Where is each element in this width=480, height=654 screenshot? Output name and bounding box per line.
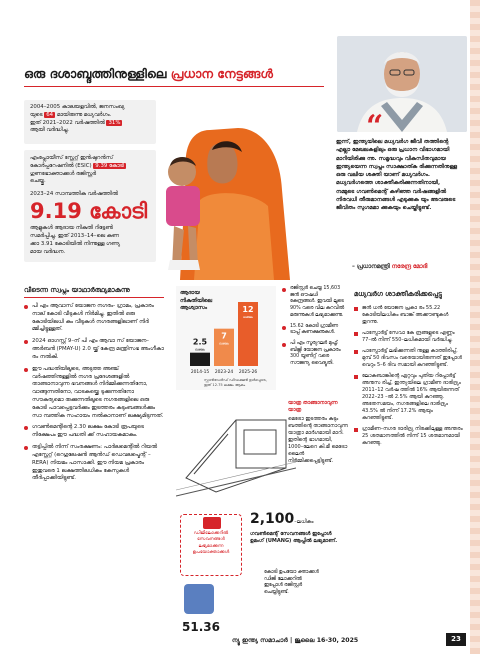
- housing-bullet: പി എം ആവാസ് യോജന നഗരം- ഗ്രാമം, പ്രകാരം നാല് കോടി വീടുകൾ നിർമിച്ചു. ഇതിൽ ഒരു കോടിയിലധി കം വീടുകൾ നഗരങ്ങളിലാണ് നിർ മ്മിച്ചിട്ടുള്ളത്.: [24, 303, 164, 334]
- tax-bar-value-label: 7: [221, 331, 227, 341]
- tax-bar-category-label: 2014-15: [190, 370, 210, 375]
- middle-class-section: [354, 290, 464, 628]
- digilocker-number: 51.36: [182, 620, 220, 634]
- chart-title: ആദായ നികുതിയിലെ ആശ്വാസം: [180, 290, 213, 312]
- esic-box: എംപ്ലോയീസ് സ്റ്റേറ്റ് ഇൻഷുറൻസ് കോർപ്പറേഷനിൽ (ESIC) 9.39 കോടി ഗുണഭോക്താക്കൾ രജിസ്റ്റർ ചെയ്തു. 2023–24 സാമ്പത്തിക വർഷത്തിൽ 9.19 കോടി ആളുകൾ ആദായ നികുതി റിട്ടേൺ സമർപ്പിച്ചു. ഇത് 2013–14–ലെ കണ ക്കാ 3.91 കോടിയിൽ നിന്നുള്ള ഗണ്യ മായ വർദ്ധന.: [24, 150, 156, 262]
- digilocker-box: ഡിജിലോക്കറിൽ സേവനങ്ങൾ ലഭ്യമാക്കുന്ന ഉപയോക്താക്കൾ: [180, 514, 242, 576]
- middle-class-bullet: ലോകബാങ്കിന്റെ ഏറ്റവും പുതിയ റിപ്പോർട്ട് അനുസ രിച്ച്, ഇന്ത്യയിലെ ഗ്രാമീണ ദാരിദ്ര്യം 2011–12 വർഷ ത്തിൽ 16% ആയിരുന്നത് 2022–23 –ൽ 2.5% ആയി കുറഞ്ഞു. അതേസമയം, നഗരങ്ങളിലെ ദാരിദ്ര്യം 43.5% ൽ നിന്ന് 17.2% ആയും കുറഞ്ഞിട്ടുണ്ട്.: [354, 373, 464, 422]
- tax-bar-category-label: 2023-24: [214, 370, 234, 375]
- income-tax-chart-card: [176, 286, 276, 390]
- service-bullet: 15.62 കോടി ഗ്രാമീണ ടാപ്പ് കണക്ഷനുകൾ.: [282, 324, 344, 337]
- headline-underline: [24, 86, 324, 87]
- laptop-icon: [203, 517, 221, 529]
- intro-box: 2004–2005 കാലയളവിൽ, ജനസംഖ്യ യുടെ 64 മായിരുന്നു മധ്യവർഗം. ഇത് 2021–2022 വർഷത്തിൽ 31% ആയി വർദ്ധിച്ചു.: [24, 100, 156, 144]
- middle-class-bullet: പാസ്പോർട്ട് സേവാ കേ ന്ദ്രങ്ങളുടെ എണ്ണം 77–ൽ നിന്ന് 550–ലധികമായി വർദ്ധിച്ചു.: [354, 330, 464, 344]
- digital-section: [176, 508, 344, 634]
- pm-quote: ഇന്ന്, ഇന്ത്യയിലെ മധ്യവർഗ ജീവി തത്തിന്റെ എല്ലാ മേഖലകളിലും ഒരു പ്രധാന വിഭാഗമായി മാറിയിരിക്കു ന്നു. സമൃദ്ധവും വികസിതവുമായ ഇന്ത്യയെന്ന സ്വപ്നം സാക്ഷാത്ക രിക്കുന്നതിനുള്ള ഒരു വലിയ ശക്തി യാണ് മധ്യവർഗം. മധ്യവർഗത്തെ ശാക്തീകരിക്കുന്നതിനായി, നമ്മുടെ ഗവൺമെന്റ് കഴിഞ്ഞ വർഷങ്ങളിൽ നിരവധി തീരുമാനങ്ങൾ എടുക്കുക യും അവരുടെ ജീവിതം സുഗമമാ ക്കുകയും ചെയ്തിട്ടുണ്ട്.: [336, 139, 458, 211]
- page-edge-strip: [470, 0, 480, 654]
- housing-bullet: ഗവൺമെന്റിന്റെ 2.30 ലക്ഷം കോടി രൂപയുടെ നിക്ഷേപം ഈ പദ്ധതി ക്ക് സഹായകമാകും.: [24, 424, 164, 440]
- housing-bullet: തട്ടിപ്പിൽ നിന്ന് സംരക്ഷണം: പാർലമെന്റിൽ റിയൽ എസ്റ്റേറ്റ് (റെഗുലേഷൻ ആൻഡ് ഡെവലപ്മെന്റ് – RERA) നിയമം പാസാക്കി. ഈ നിയമ പ്രകാരം ഇതുവരെ 1 ലക്ഷത്തിലധികം കേസുകൾ തീർപ്പാക്കിയിട്ടുണ്ട്.: [24, 444, 164, 483]
- itr-big-number: 9.19 കോടി: [30, 199, 148, 224]
- tax-bar-unit-label: ലക്ഷം: [243, 315, 253, 319]
- tax-bar-2014-15: [190, 353, 210, 366]
- metro-section: [176, 400, 348, 500]
- footer-publication: ന്യൂ ഇന്ത്യ സമാചാർ | ജൂലൈ 16-30, 2025: [232, 637, 359, 644]
- middle-class-title: മധ്യവർഗ ശാക്തീകരിക്കപ്പെട്ടു: [354, 290, 442, 298]
- tax-bar-value-label: 12: [242, 305, 254, 314]
- page-number: 23: [446, 633, 466, 646]
- middle-class-bullet: പാസ്പോർട്ട് ലഭിക്കുന്നതി നുള്ള കാത്തിരിപ്പ്, മുമ്പ് 50 ദിവസം വരെയായിരുന്നത് ഇപ്പോൾ വെറും 5–6 ദിവ സമായി കുറഞ്ഞിട്ടുണ്ട്.: [354, 348, 464, 369]
- mother-child-photo: [150, 110, 290, 280]
- income-tax-bar-chart: [176, 286, 276, 390]
- service-bullet: രജിസ്റ്റർ ചെയ്ത 15,603 ജൻ ഔഷധി കേന്ദ്രങ്ങൾ. ഇവയി ലൂടെ 90% വരെ വില കുറവിൽ മരുന്നുകൾ ലഭ്യമാക്കുന്നു.: [282, 286, 344, 320]
- quote-mark-icon: “: [366, 109, 384, 144]
- tax-bar-unit-label: ലക്ഷം: [195, 347, 205, 352]
- housing-bullet: ഈ പദ്ധതിയിലൂടെ, അടുത്ത അഞ്ച് വർഷത്തിനുള്ളിൽ നഗര പ്രദേശങ്ങളിൽ താങ്ങാനാവുന്ന ഭവനങ്ങൾ നിർമ്മിക്കുന്നതിനോ, വാങ്ങുന്നതിനോ, വാടകയ്ക്കെ ടുക്കുന്നതിനോ സൗകര്യമൊ രുക്കുന്നതിലൂടെ നഗരങ്ങളിലെ ഒരു കോടി പാവപ്പെട്ടവർക്കും ഇടത്തരം കുടുംബങ്ങൾക്കും സാ മ്പത്തിക സഹായം നൽകാനാണ് ലക്ഷ്യമിടുന്നത്.: [24, 366, 164, 421]
- middle-class-bullet: ജൻ ധൻ യോജന പ്രകാ രം 55.22 കോടിയിലധികം ബാങ്ക് അക്കൗണ്ടുകൾ തുറന്നു.: [354, 305, 464, 326]
- metro-text: മെട്രോ ഇടത്തരം കുടും ബത്തിന്റെ താങ്ങാനാവുന്ന യാത്രാ മാർഗമായി മാറി. ഇതിന്റെ ഭാഗമായി, 1000–ലേറെ കി.മീ മെട്രോ ലൈൻ നിർമ്മിക്കപ്പെട്ടിട്ടുണ്ട്.: [288, 416, 348, 464]
- digilocker-text: കോടി ഉപയോ ക്താക്കൾ ഡിജി ലോക്കറിൽ ഇപ്പോൾ രജിസ്റ്റർ ചെയ്തിട്ടുണ്ട്.: [264, 570, 319, 596]
- page-headline: ഒരു ദശാബ്ദത്തിനുള്ളിലെ പ്രധാന നേട്ടങ്ങൾ: [24, 66, 273, 81]
- services-bullets: [282, 286, 344, 398]
- tax-bar-value-label: 2.5: [192, 337, 208, 347]
- housing-bullet: 2024 ഓഗസ്റ്റ് 9–ന് പി എം ആവാ സ് യോജന–അർബൻ (PMAY-U) 2.0 യ്ക്ക് കേന്ദ്ര മന്ത്രിസഭ അംഗീകാ രം നൽകി.: [24, 338, 164, 361]
- housing-title: വീടെന്ന സ്വപ്നം യാഥാർത്ഥ്യമാകുന്നു: [24, 286, 164, 298]
- middle-class-bullet: ഗ്രാമീണ–നഗര ദാരിദ്ര്യ നിരക്കിലുള്ള അന്തരം 25 ശതമാനത്തിൽ നിന്ന് 15 ശതമാനമായി കുറഞ്ഞു.: [354, 426, 464, 447]
- service-bullet: പി എം സൂര്യഘർ മുഫ്ത് ബിജ്ലി യോജന പ്രകാരം 300 യൂണിറ്റ് വരെ സൗജന്യ വൈദ്യുതി.: [282, 341, 344, 368]
- metro-train-icon: [176, 408, 296, 498]
- umang-stat: 2,100–ലധികം ഗവൺമെന്റ് സേവനങ്ങൾ ഇപ്പോൾ ഉമംഗ് (UMANG) ആപ്പിൽ ലഭ്യമാണ്.: [250, 511, 338, 544]
- pm-portrait: [337, 36, 467, 132]
- tax-bar-unit-label: ലക്ഷം: [219, 341, 229, 346]
- quote-attribution: – പ്രധാനമന്ത്രി നരേന്ദ്ര മോദി: [352, 264, 428, 270]
- metro-title: യാത്ര താങ്ങാനാവുന്ന യാത്ര: [288, 400, 338, 413]
- chart-footnote: സ്റ്റാൻഡേർഡ് ഡിഡക്ഷൻ ഉൾപ്പെടെ, ഇത് 12.75 ലക്ഷം ആകും: [204, 378, 267, 387]
- housing-section: [24, 286, 164, 628]
- cloud-lock-icon: [184, 584, 214, 614]
- tax-bar-category-label: 2025-26: [238, 370, 258, 375]
